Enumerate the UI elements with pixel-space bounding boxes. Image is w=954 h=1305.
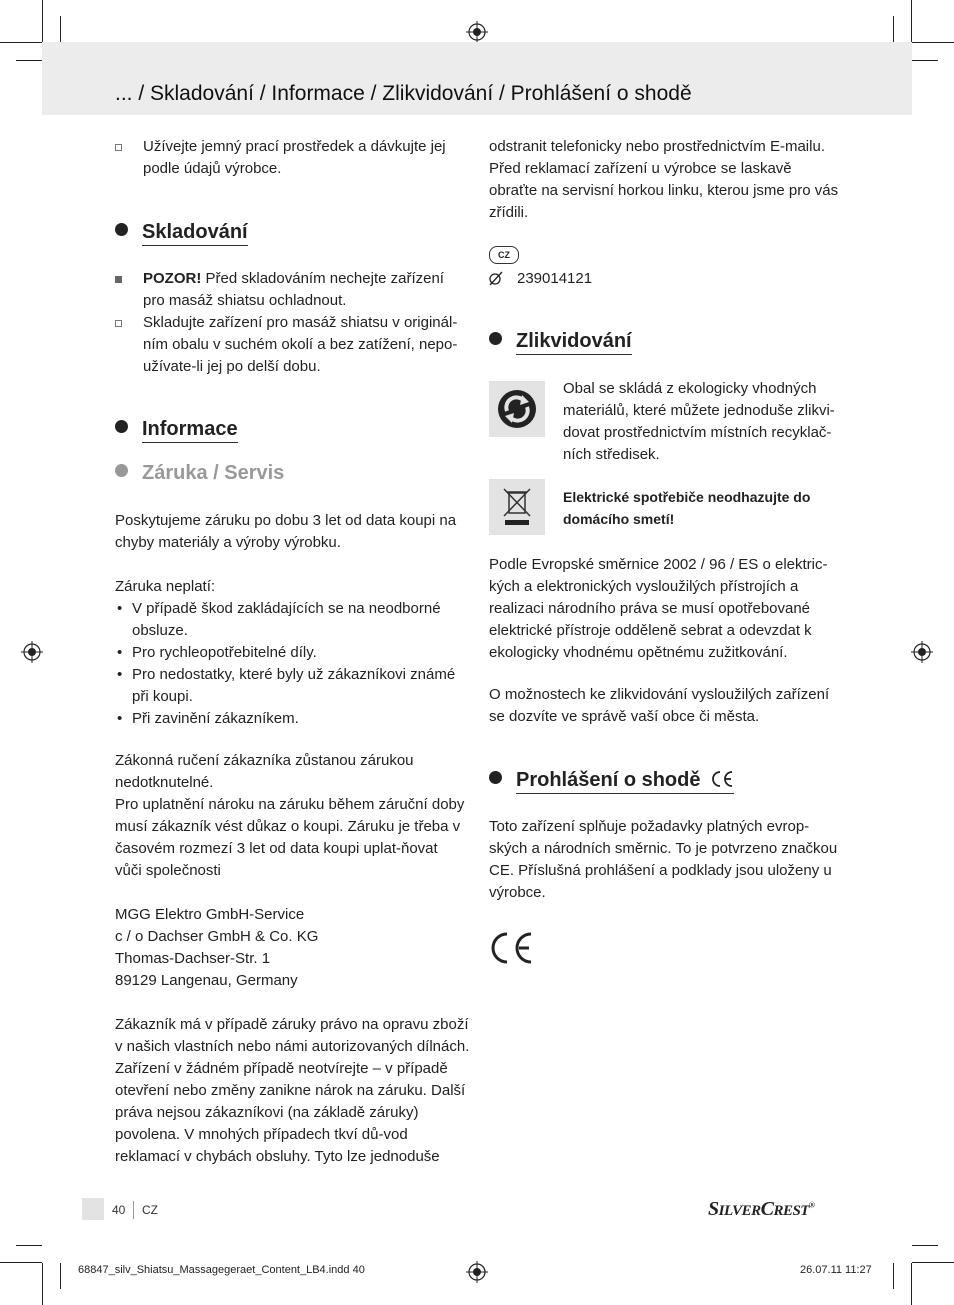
bullet-square-icon: [115, 320, 122, 327]
conformity-paragraph: Toto zařízení splňuje požadavky platných evrop-ských a národních směrnic. To je potvrzeno značkou CE. Příslušná prohlášení a podklady jsou uloženy u výrobce.: [489, 818, 838, 901]
phone-icon: [489, 270, 503, 286]
storage-bullet: [115, 312, 467, 378]
warning-text: Před skladováním nechejte zařízení pro masáž shiatsu ochladnout.: [143, 270, 444, 309]
packaging-paragraph: Obal se skládá z ekologicky vhodných materiálů, které můžete jednoduše zlikvi-dovat prostřednictvím místních recyklač-ních středisek.: [563, 380, 835, 463]
crop-mark: [42, 1263, 43, 1305]
recycling-icon: [489, 381, 545, 437]
crossed-bin-icon: [489, 479, 545, 535]
weee-warning: Elektrické spotřebiče neodhazujte do domácího smetí!: [563, 489, 811, 527]
repair-paragraph: Zákazník má v případě záruky právo na opravu zboží v našich vlastních nebo námi autorizovaných dílnách. Zařízení v žádném případě neotvírejte – v případě otevření nebo změny zanikne nárok na záruku. Další práva nejsou zákazníkovi (na základě záruky) povolena. V mnohých případech tkví dů-vod reklamací v chybách obsluhy. Tyto lze jednoduše: [115, 1016, 470, 1165]
registration-mark-icon: [911, 641, 933, 663]
warranty-subheading: Záruka / Servis: [115, 462, 284, 484]
warning-label: POZOR!: [143, 270, 202, 287]
address-line: MGG Elektro GmbH-Service: [115, 906, 305, 923]
hotline-paragraph: odstranit telefonicky nebo prostřednictvím E-mailu. Před reklamací zařízení u výrobce se laskavě obraťte na servisní horkou linku, kterou jsme pro vás zřídili.: [489, 138, 839, 221]
list-item: • Pro nedostatky, které byly už zákazníkovi známé při koupi.: [115, 664, 467, 708]
bullet-square-icon: [115, 144, 122, 151]
crop-mark: [893, 1263, 894, 1289]
conformity-heading: Prohlášení o shodě: [489, 769, 734, 791]
crop-mark: [912, 1245, 938, 1246]
country-badge: CZ: [489, 246, 519, 264]
ce-mark-icon: [489, 931, 533, 965]
storage-warning: [115, 268, 467, 312]
crop-mark: [912, 1262, 954, 1263]
heading-dot-icon: [489, 771, 502, 784]
crop-mark: [912, 60, 938, 61]
list-item: • Pro rychleopotřebitelné díly.: [115, 642, 467, 664]
exclusions-label: Záruka neplatí:: [115, 578, 216, 595]
page-title: ... / Skladování / Informace / Zlikvidování / Prohlášení o shodě: [115, 82, 692, 105]
page-language: CZ: [142, 1203, 158, 1217]
crop-mark: [0, 1262, 42, 1263]
crop-mark: [42, 0, 43, 42]
crop-mark: [911, 0, 912, 42]
directive-paragraph: Podle Evropské směrnice 2002 / 96 / ES o elektric-kých a elektronických vysloužilých přístrojích a realizaci národního práva se musí opotřebované elektrické přístroje odděleně sebrat a odevzdat k ekologicky vhodnému opětnému zužitkování.: [489, 556, 828, 661]
file-slug: 68847_silv_Shiatsu_Massagegeraet_Content_LB4.indd 40: [78, 1264, 365, 1276]
local-disposal-paragraph: O možnostech ke zlikvidování vysloužilých zařízení se dozvíte ve správě vaší obce či města.: [489, 686, 830, 725]
warranty-paragraph: Poskytujeme záruku po dobu 3 let od data koupi na chyby materiály a výroby výrobku.: [115, 512, 457, 551]
registration-mark-icon: [466, 1261, 488, 1283]
info-heading: Informace: [115, 418, 238, 440]
page-number: 40: [112, 1203, 126, 1217]
service-address: [115, 904, 467, 992]
ce-mark-icon: [710, 770, 734, 788]
list-item: • Při zavinění zákazníkem.: [115, 708, 467, 730]
crop-mark: [912, 42, 954, 43]
crop-mark: [60, 16, 61, 42]
heading-dot-icon: [115, 464, 128, 477]
address-line: c / o Dachser GmbH & Co. KG: [115, 928, 319, 945]
care-bullet-text: Užívejte jemný prací prostředek a dávkujte jej podle údajů výrobce.: [143, 138, 446, 177]
claim-paragraph: Pro uplatnění nároku na záruku během záruční doby musí zákazník vést důkaz o koupi. Záruku je třeba v časovém rozmezí 3 let od data koupi uplat-ňovat vůči společnosti: [115, 796, 465, 879]
address-line: 89129 Langenau, Germany: [115, 972, 298, 989]
heading-dot-icon: [489, 332, 502, 345]
silvercrest-logo: SILVERCREST®: [708, 1198, 815, 1220]
care-bullet: [115, 136, 467, 180]
footer-divider: [133, 1201, 134, 1219]
storage-bullet-text: Skladujte zařízení pro masáž shiatsu v originál-ním obalu v suchém okolí a bez zatížení, nepo-užívate-li jej po delší dobu.: [143, 314, 458, 375]
address-line: Thomas-Dachser-Str. 1: [115, 950, 271, 967]
crop-mark: [0, 42, 42, 43]
storage-heading: Skladování: [115, 221, 248, 243]
crop-mark: [911, 1263, 912, 1305]
phone-number: 239014121: [517, 270, 593, 287]
heading-dot-icon: [115, 420, 128, 433]
footer-marker: [82, 1198, 104, 1220]
list-item: • V případě škod zakládajících se na neodborné obsluze.: [115, 598, 467, 642]
heading-dot-icon: [115, 223, 128, 236]
registration-mark-icon: [21, 641, 43, 663]
exclusions-list: [115, 598, 467, 730]
crop-mark: [16, 60, 42, 61]
liability-paragraph: Zákonná ručení zákazníka zůstanou zárukou nedotknutelné.: [115, 752, 414, 791]
bullet-square-icon: [115, 276, 122, 283]
disposal-heading: Zlikvidování: [489, 330, 632, 352]
crop-mark: [16, 1245, 42, 1246]
date-slug: 26.07.11 11:27: [800, 1264, 872, 1276]
crop-mark: [893, 16, 894, 42]
registration-mark-icon: [466, 21, 488, 43]
crop-mark: [60, 1263, 61, 1289]
